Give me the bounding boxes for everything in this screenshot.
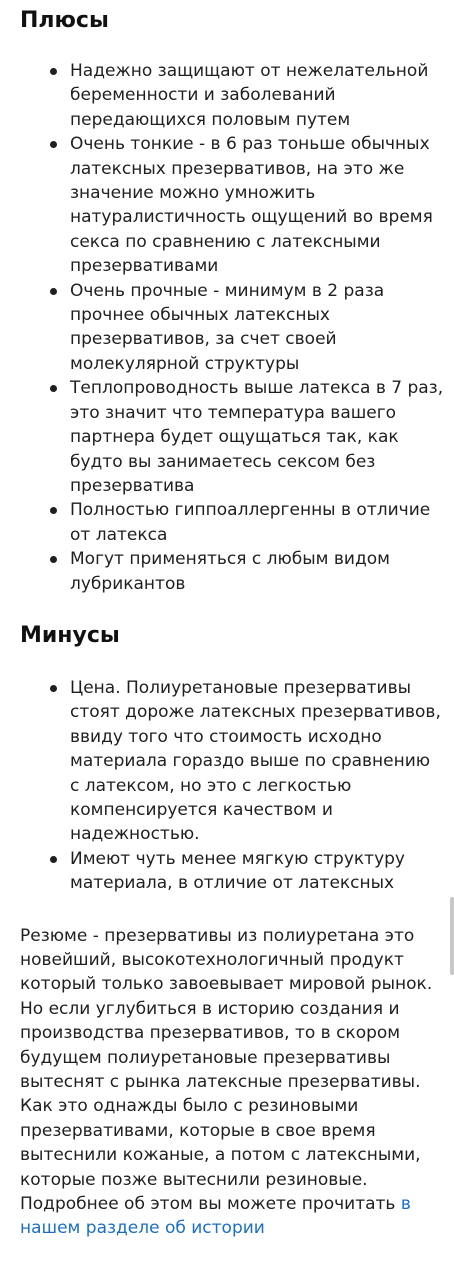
list-item xyxy=(20,498,444,547)
bullet-icon xyxy=(50,288,57,295)
cons-list xyxy=(20,676,444,896)
bullet-icon xyxy=(50,385,57,392)
bullet-icon xyxy=(50,68,57,75)
list-item-text: Могут применяться с любым видом лубрикантов xyxy=(70,549,390,594)
list-item-text: Надежно защищают от нежелательной беременности и заболеваний передающихся половым путем xyxy=(70,61,429,130)
bullet-icon xyxy=(50,556,57,563)
pros-heading: Плюсы xyxy=(20,8,109,33)
list-item xyxy=(20,676,444,847)
list-item-text: Очень прочные - минимум в 2 раза прочнее обычных латексных презервативов, за счет своей молекулярной структуры xyxy=(70,280,385,374)
list-item-text: Имеют чуть менее мягкую структуру материала, в отличие от латексных xyxy=(70,848,405,894)
bullet-icon xyxy=(50,141,57,148)
bullet-icon xyxy=(50,856,57,863)
list-item xyxy=(20,59,444,132)
cons-heading: Минусы xyxy=(20,622,120,648)
pros-list xyxy=(20,59,444,596)
list-item xyxy=(20,376,444,498)
list-item xyxy=(20,547,444,596)
list-item-text: Цена. Полиуретановые презервативы стоят дороже латексных презервативов, ввиду того что стоимость исходно материала гораздо выше по сравнению с латексом, но это с легкостью компенсируется качеством и надежностью. xyxy=(70,677,441,845)
scrollbar-thumb[interactable] xyxy=(450,897,454,975)
history-section-link[interactable]: в нашем разделе об истории xyxy=(20,1194,411,1239)
summary-paragraph xyxy=(20,924,444,1241)
bullet-icon xyxy=(50,685,57,692)
list-item xyxy=(20,279,444,377)
bullet-icon xyxy=(50,507,57,514)
list-item xyxy=(20,847,444,896)
list-item-text: Полностью гиппоаллергенны в отличие от латекса xyxy=(70,500,431,545)
list-item-text: Теплопроводность выше латекса в 7 раз, это значит что температура вашего партнера будет ощущаться так, как будто вы занимаетесь сексом без презерватива xyxy=(70,378,444,496)
list-item xyxy=(20,132,444,278)
summary-text: Резюме - презервативы из полиуретана это новейший, высокотехнологичный продукт который только завоевывает мировой рынок. Но если углубиться в историю создания и производства презервативов, то в скором будущем полиуретановые презервативы вытеснят с рынка латексные презервативы. Как это однажды было с резиновыми презервативами, которые в свое время вытеснили кожаные, а потом с латексными, которые позже вытеснили резиновые. Подробнее об этом вы можете прочитать xyxy=(20,925,433,1215)
list-item-text: Очень тонкие - в 6 раз тоньше обычных латексных презервативов, на это же значение можно умножить натуралистичность ощущений во время секса по сравнению с латексными презервативами xyxy=(70,134,433,277)
